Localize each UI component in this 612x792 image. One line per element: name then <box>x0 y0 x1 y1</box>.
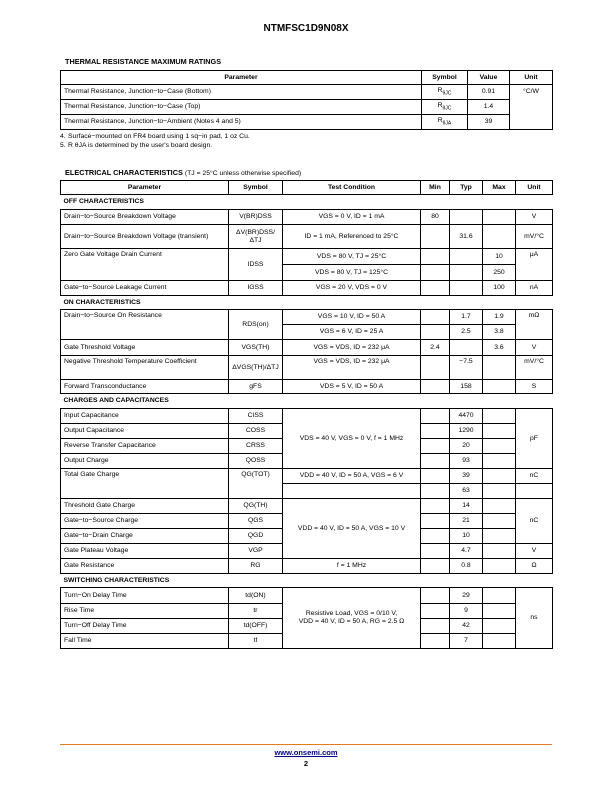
max-cell: 3.8 <box>483 325 516 340</box>
section-title: ON CHARACTERISTICS <box>63 298 141 306</box>
table-cell: Rise Time <box>61 604 229 619</box>
symbol-cell: RG <box>229 559 283 574</box>
typ-cell: 29 <box>450 588 483 604</box>
max-cell: 10 <box>483 249 516 265</box>
typ-cell: 39 <box>450 469 483 484</box>
symbol-cell: QG(TH) <box>229 499 283 514</box>
table-cell: Turn−On Delay Time <box>61 588 229 604</box>
unit-cell: nA <box>516 281 553 296</box>
electrical-table <box>60 180 553 649</box>
table-cell: Reverse Transfer Capacitance <box>61 439 229 454</box>
symbol-cell: QOSS <box>229 454 283 469</box>
typ-cell: 0.8 <box>450 559 483 574</box>
table-cell: Total Gate Charge <box>61 469 229 499</box>
symbol-cell: CRSS <box>229 439 283 454</box>
unit-cell: mV/°C <box>516 225 553 249</box>
col-header: Symbol <box>229 181 283 195</box>
section-title: OFF CHARACTERISTICS <box>63 198 144 206</box>
max-cell: 3.6 <box>483 340 516 356</box>
table-cell: Thermal Resistance, Junction−to−Case (Top) <box>61 100 422 115</box>
table-cell: Gate Resistance <box>61 559 229 574</box>
table-cell: Zero Gate Voltage Drain Current <box>61 249 229 281</box>
typ-cell: 42 <box>450 619 483 634</box>
value-cell: 39 <box>468 115 510 130</box>
table-cell: Drain−to−Source Breakdown Voltage (transient) <box>61 225 229 249</box>
elec-heading: ELECTRICAL CHARACTERISTICS (TJ = 25°C unless otherwise specified) <box>65 168 302 177</box>
thermal-header: Value <box>468 71 510 85</box>
unit-cell: μA <box>516 249 553 281</box>
symbol-cell: td(OFF) <box>229 619 283 634</box>
symbol-cell: CISS <box>229 409 283 424</box>
min-cell: 80 <box>421 210 450 225</box>
cond-cell: VGS = 20 V, VDS = 0 V <box>283 281 421 296</box>
symbol-cell: td(ON) <box>229 588 283 604</box>
typ-cell: 31.6 <box>450 225 483 249</box>
symbol-cell: $R_{\theta JC}$ <box>422 100 468 115</box>
website-link[interactable]: www.onsemi.com <box>274 748 338 757</box>
typ-cell: 1290 <box>450 424 483 439</box>
typ-cell: 158 <box>450 380 483 394</box>
cond-cell: VDS = 80 V, TJ = 125°C <box>283 265 421 281</box>
table-cell: Gate−to−Source Charge <box>61 514 229 529</box>
symbol-cell: COSS <box>229 424 283 439</box>
section-title: SWITCHING CHARACTERISTICS <box>63 576 170 584</box>
symbol-cell: $R_{\theta JC}$ <box>422 85 468 100</box>
notes: 4. Surface−mounted on FR4 board using 1 sq−in pad, 1 oz Cu. 5. R θJA is determined by the user's board design. <box>60 133 250 149</box>
symbol-cell: IGSS <box>229 281 283 296</box>
col-header: Max <box>483 181 516 195</box>
thermal-header: Unit <box>510 71 553 85</box>
typ-cell: 21 <box>450 514 483 529</box>
table-cell: Output Capacitance <box>61 424 229 439</box>
cond-cell: VDS = 5 V, ID = 50 A <box>283 380 421 394</box>
typ-cell: 2.5 <box>450 325 483 340</box>
thermal-table <box>60 70 553 130</box>
typ-cell: 9 <box>450 604 483 619</box>
symbol-cell: ΔVGS(TH)/ΔTJ <box>229 356 283 380</box>
unit-cell: °C/W <box>510 85 553 130</box>
cond-cell: ID = 1 mA, Referenced to 25°C <box>283 225 421 249</box>
symbol-cell: VGP <box>229 544 283 559</box>
symbol-cell: ΔV(BR)DSS/ΔTJ <box>229 225 283 249</box>
thermal-header: Parameter <box>61 71 422 85</box>
symbol-cell: QGD <box>229 529 283 544</box>
table-cell: Forward Transconductance <box>61 380 229 394</box>
table-cell: Thermal Resistance, Junction−to−Ambient (Notes 4 and 5) <box>61 115 422 130</box>
unit-cell: mΩ <box>516 310 553 340</box>
unit-cell: S <box>516 380 553 394</box>
typ-cell: 4470 <box>450 409 483 424</box>
typ-cell: 93 <box>450 454 483 469</box>
footer-divider <box>60 744 552 745</box>
col-header: Min <box>421 181 450 195</box>
table-cell: Gate Plateau Voltage <box>61 544 229 559</box>
col-header: Typ <box>450 181 483 195</box>
table-cell: Drain−to−Source On Resistance <box>61 310 229 340</box>
cond-cell: VGS = 0 V, ID = 1 mA <box>283 210 421 225</box>
symbol-cell: tf <box>229 634 283 649</box>
typ-cell: 4.7 <box>450 544 483 559</box>
unit-cell: nC <box>516 469 553 484</box>
page-number: 2 <box>303 759 309 768</box>
table-cell: Output Charge <box>61 454 229 469</box>
typ-cell: 1.7 <box>450 310 483 325</box>
thermal-header: Symbol <box>422 71 468 85</box>
max-cell: 1.9 <box>483 310 516 325</box>
symbol-cell: V(BR)DSS <box>229 210 283 225</box>
col-header: Parameter <box>61 181 229 195</box>
max-cell: 250 <box>483 265 516 281</box>
cond-cell: VGS = VDS, ID = 232 μA <box>283 340 421 356</box>
unit-cell: V <box>516 210 553 225</box>
max-cell: 100 <box>483 281 516 296</box>
table-cell: Turn−Off Delay Time <box>61 619 229 634</box>
symbol-cell: RDS(on) <box>229 310 283 340</box>
unit-cell: V <box>516 340 553 356</box>
unit-cell: V <box>516 544 553 559</box>
typ-cell: 14 <box>450 499 483 514</box>
unit-cell: ns <box>516 588 553 649</box>
page-title: NTMFSC1D9N08X <box>263 23 349 34</box>
symbol-cell: tr <box>229 604 283 619</box>
unit-cell: Ω <box>516 559 553 574</box>
table-cell: Thermal Resistance, Junction−to−Case (Bottom) <box>61 85 422 100</box>
col-header: Unit <box>516 181 553 195</box>
col-header: Test Condition <box>283 181 421 195</box>
unit-cell: nC <box>516 499 553 544</box>
table-cell: Negative Threshold Temperature Coefficient <box>61 356 229 380</box>
cond-cell: VGS = 10 V, ID = 50 A <box>283 310 421 325</box>
typ-cell: 63 <box>450 484 483 499</box>
symbol-cell: $R_{\theta JA}$ <box>422 115 468 130</box>
symbol-cell: QG(TOT) <box>229 469 283 499</box>
symbol-cell: IDSS <box>229 249 283 281</box>
cond-cell: VGS = 6 V, ID = 25 A <box>283 325 421 340</box>
cond-cell: VDS = 80 V, TJ = 25°C <box>283 249 421 265</box>
value-cell: 0.91 <box>468 85 510 100</box>
cond-cell: Resistive Load, VGS = 0/10 V, VDD = 40 V, ID = 50 A, RG = 2.5 Ω <box>283 588 421 649</box>
typ-cell: 7 <box>450 634 483 649</box>
typ-cell: −7.5 <box>450 356 483 380</box>
cond-cell: VDD = 40 V, ID = 50 A, VGS = 10 V <box>283 499 421 559</box>
value-cell: 1.4 <box>468 100 510 115</box>
symbol-cell: VGS(TH) <box>229 340 283 356</box>
table-cell: Gate−to−Source Leakage Current <box>61 281 229 296</box>
table-cell: Input Capacitance <box>61 409 229 424</box>
symbol-cell: QGS <box>229 514 283 529</box>
typ-cell: 20 <box>450 439 483 454</box>
min-cell: 2.4 <box>421 340 450 356</box>
cond-cell: VDS = 40 V, VGS = 0 V, f = 1 MHz <box>283 409 421 469</box>
unit-cell: mV/°C <box>516 356 553 380</box>
cond-cell: VDD = 40 V, ID = 50 A, VGS = 6 V <box>283 469 421 484</box>
table-cell: Threshold Gate Charge <box>61 499 229 514</box>
note-text: R θJA is determined by the user's board design. <box>68 141 213 149</box>
table-cell: Gate−to−Drain Charge <box>61 529 229 544</box>
table-cell: Fall Time <box>61 634 229 649</box>
section-title: CHARGES AND CAPACITANCES <box>63 397 169 405</box>
unit-cell: pF <box>516 409 553 469</box>
cond-cell: f = 1 MHz <box>283 559 421 574</box>
cond-cell: VGS = VDS, ID = 232 μA <box>283 356 421 380</box>
typ-cell: 10 <box>450 529 483 544</box>
note-text: Surface−mounted on FR4 board using 1 sq−in pad, 1 oz Cu. <box>68 133 250 140</box>
table-cell: Drain−to−Source Breakdown Voltage <box>61 210 229 225</box>
table-cell: Gate Threshold Voltage <box>61 340 229 356</box>
symbol-cell: gFS <box>229 380 283 394</box>
thermal-heading: THERMAL RESISTANCE MAXIMUM RATINGS <box>65 57 222 66</box>
